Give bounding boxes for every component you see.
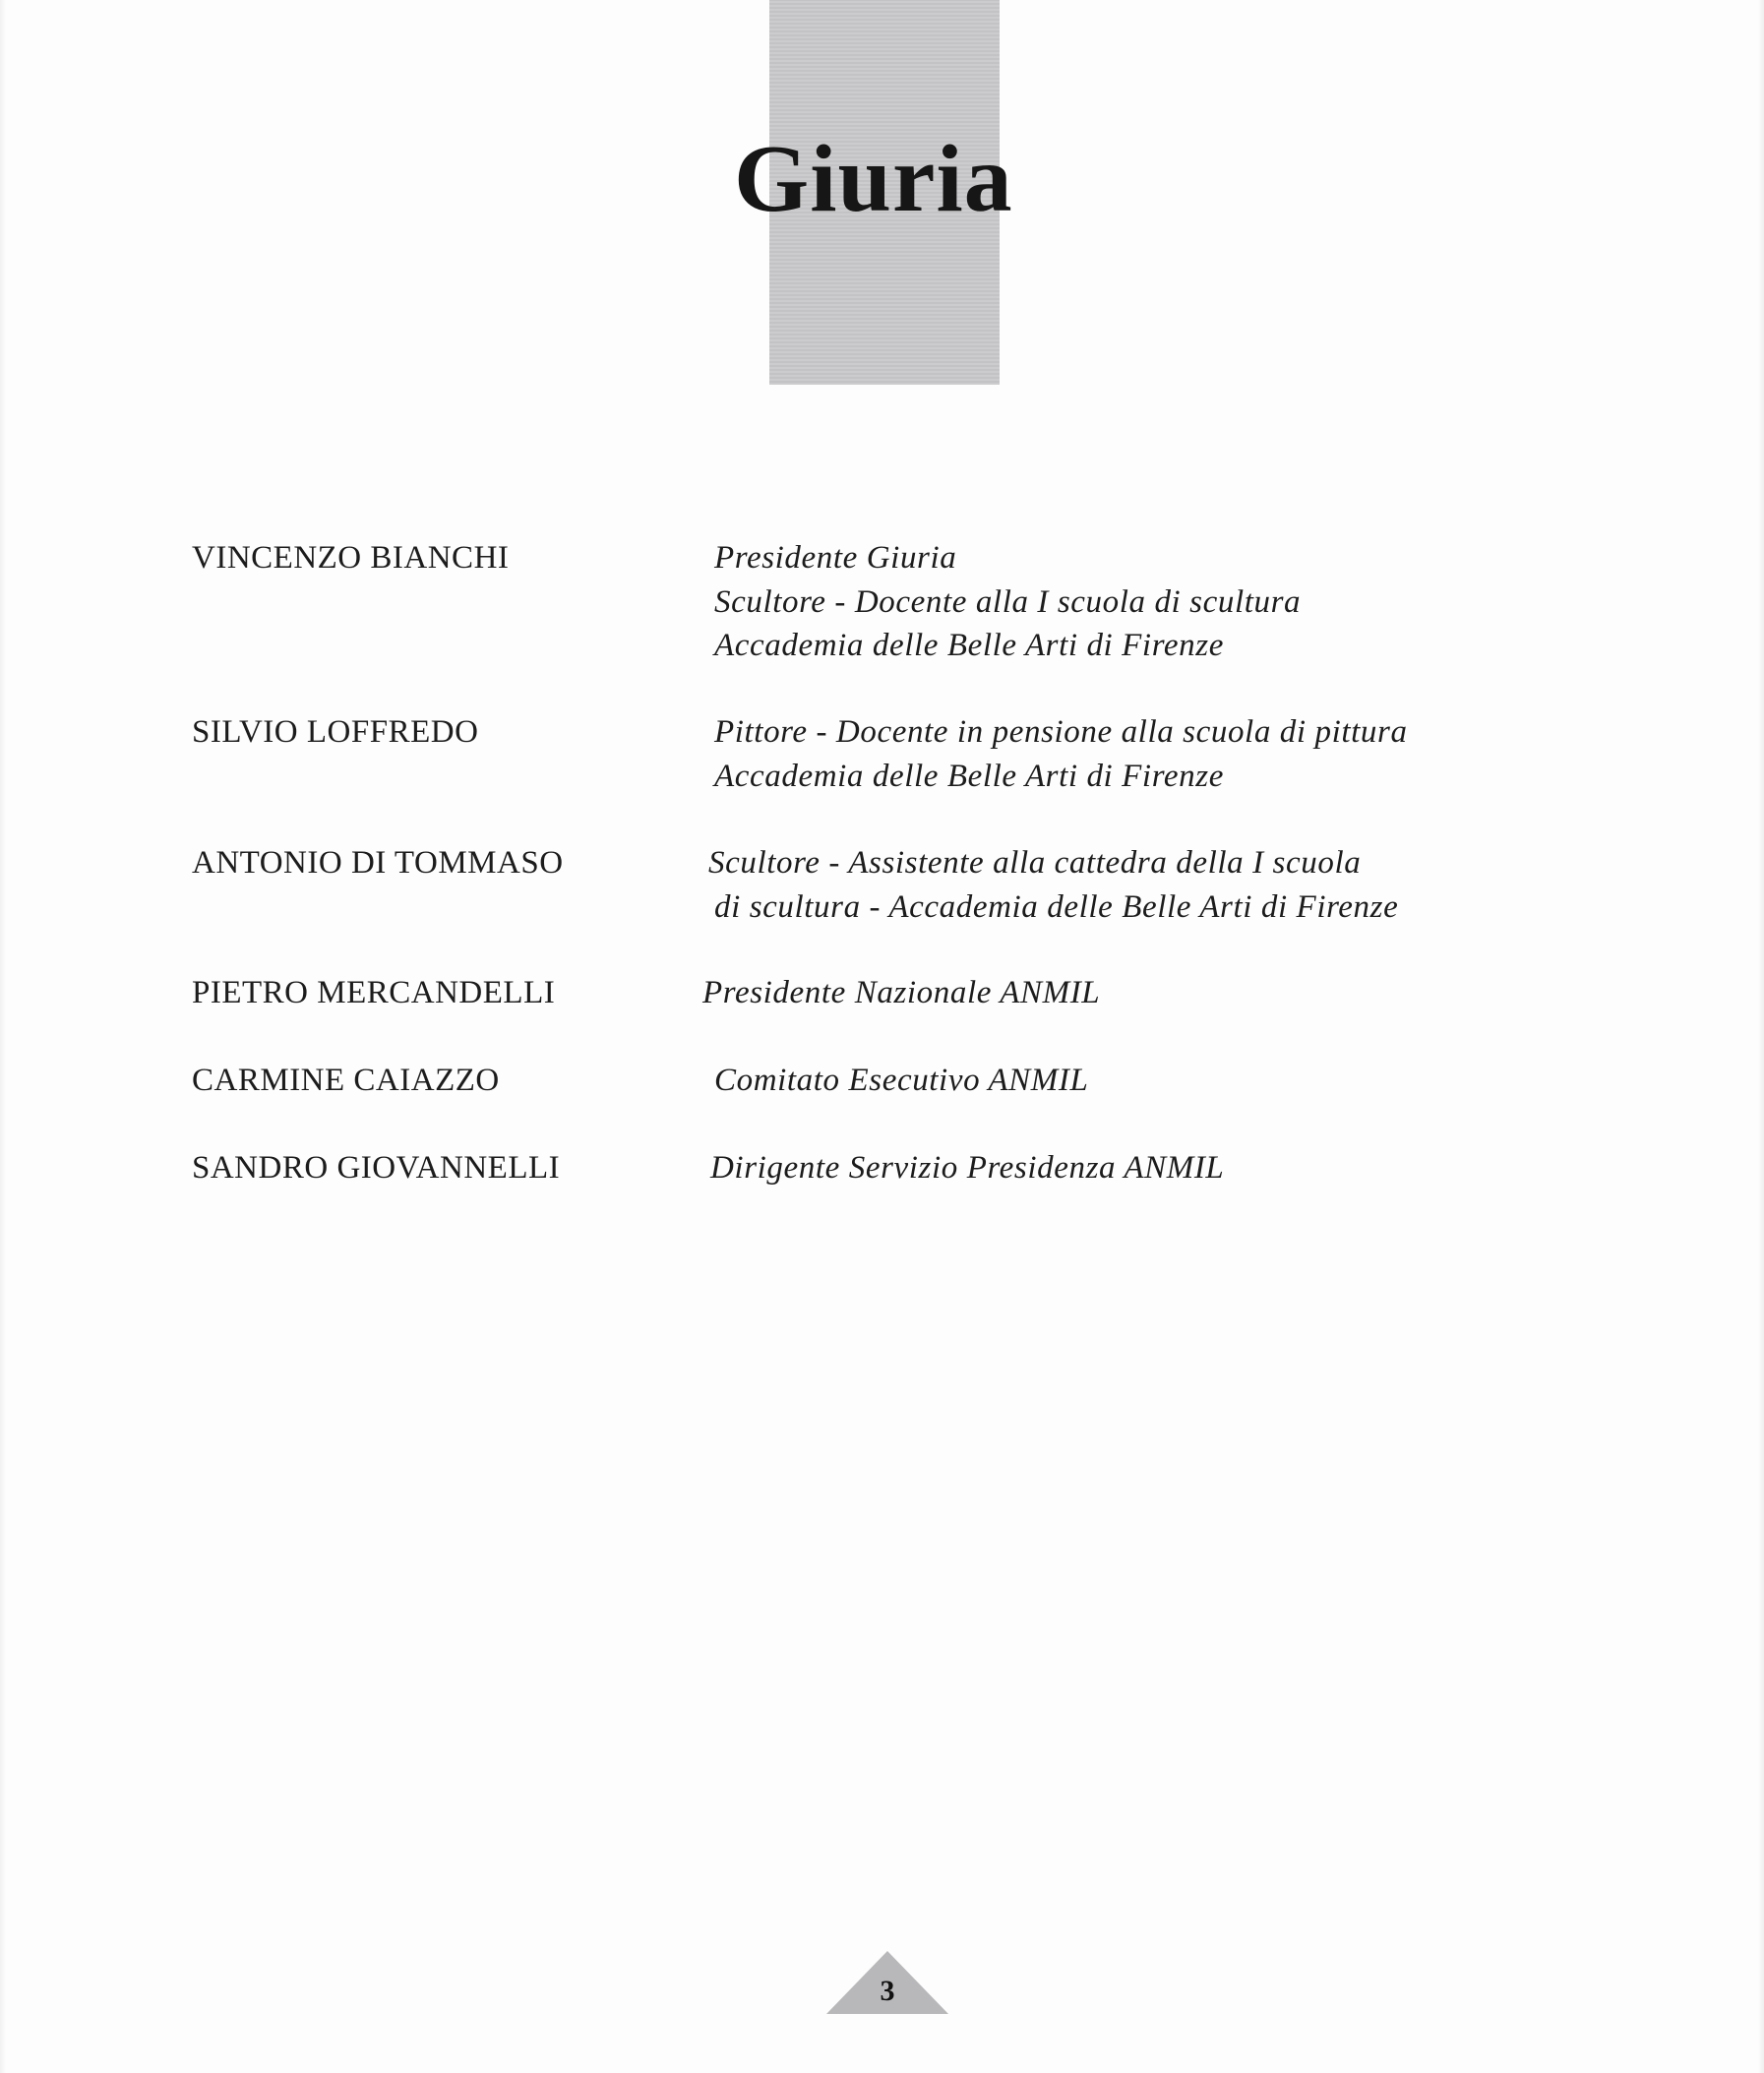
jury-member-roles: [714, 710, 1408, 798]
page-number: 3: [880, 1975, 895, 2007]
jury-member-role-line: Accademia delle Belle Arti di Firenze: [714, 758, 1224, 794]
jury-member-role-line: Scultore - Docente alla I scuola di scultura: [714, 583, 1302, 620]
jury-member-role-line: Presidente Giuria: [714, 540, 957, 576]
jury-member-role-line: Accademia delle Belle Arti di Firenze: [714, 628, 1224, 663]
jury-member-name: VINCENZO BIANCHI: [192, 540, 510, 576]
jury-member-name: ANTONIO DI TOMMASO: [192, 845, 564, 881]
jury-member-name: SILVIO LOFFREDO: [192, 714, 479, 750]
page-number-marker: [826, 1951, 948, 2014]
jury-member-roles: [710, 1146, 1224, 1190]
jury-member-roles: [708, 841, 1398, 929]
jury-member-role-line: Scultore - Assistente alla cattedra della I scuola: [708, 845, 1362, 881]
jury-member-roles: [714, 1059, 1088, 1103]
jury-member-name: PIETRO MERCANDELLI: [192, 975, 556, 1010]
jury-member-role-line: Pittore - Docente in pensione alla scuola di pittura: [714, 714, 1408, 750]
jury-member-role-line: di scultura - Accademia delle Belle Arti di Firenze: [714, 888, 1399, 925]
jury-member-name: SANDRO GIOVANNELLI: [192, 1150, 561, 1186]
jury-member-roles: [702, 971, 1100, 1015]
jury-member-roles: [714, 536, 1301, 668]
jury-member-role-line: Comitato Esecutivo ANMIL: [714, 1063, 1089, 1098]
jury-member-role-line: Dirigente Servizio Presidenza ANMIL: [710, 1150, 1225, 1186]
jury-member-name: CARMINE CAIAZZO: [192, 1063, 500, 1098]
jury-member-role-line: Presidente Nazionale ANMIL: [702, 975, 1101, 1010]
page-title: Giuria: [734, 126, 1013, 232]
